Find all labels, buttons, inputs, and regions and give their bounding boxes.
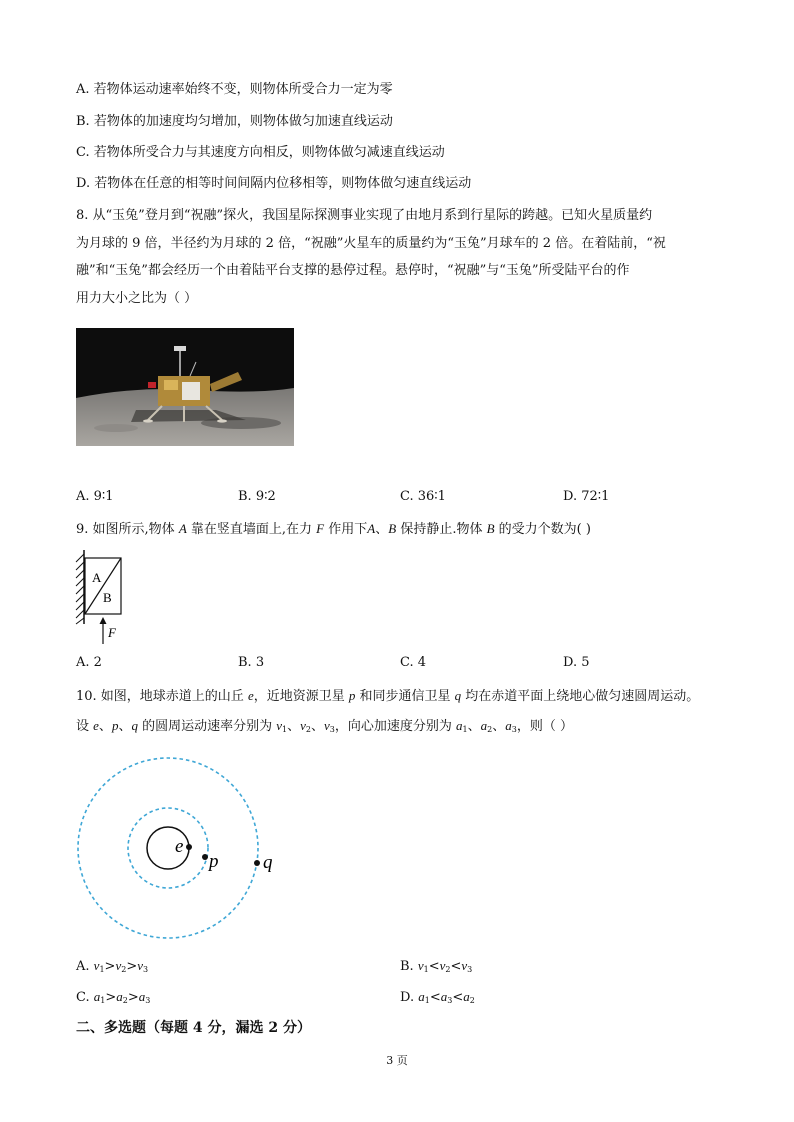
block-b-label: B bbox=[103, 590, 112, 605]
point-q bbox=[254, 860, 260, 866]
q10-option-b-var-3: v bbox=[461, 958, 468, 973]
arrow-head-icon bbox=[100, 617, 107, 624]
q10-var-a3: a bbox=[505, 718, 512, 733]
q10-var-p-2: p bbox=[111, 718, 119, 733]
q10-option-d bbox=[400, 987, 475, 1011]
q10-option-c-op-1: > bbox=[105, 990, 117, 1005]
q10-sep-4: 、 bbox=[492, 719, 506, 734]
q8-option-d: D. 72∶1 bbox=[563, 489, 610, 504]
q10-sub-5: 2 bbox=[487, 725, 493, 734]
q10-option-d-sub-2: 3 bbox=[447, 996, 453, 1005]
q10-option-c-op-2: > bbox=[127, 990, 139, 1005]
q10-sub-4: 1 bbox=[462, 725, 468, 734]
q8-stem bbox=[76, 202, 728, 312]
q9-stem-text-2: 靠在竖直墙面上,在力 bbox=[186, 522, 317, 537]
q10-option-a-var-3: v bbox=[137, 958, 143, 973]
q10-option-c-sub-3: 3 bbox=[145, 996, 151, 1005]
q10-option-a-sub-2: 2 bbox=[121, 965, 127, 974]
q10-option-b-prefix: B. bbox=[400, 959, 418, 974]
block-diagonal bbox=[85, 558, 121, 614]
q7-option-d: D. 若物体在任意的相等时间间隔内位移相等，则物体做匀速直线运动 bbox=[76, 176, 472, 191]
force-f-label: F bbox=[108, 625, 116, 640]
q9-option-d: D. 5 bbox=[563, 655, 590, 670]
block-a-label: A bbox=[92, 570, 102, 585]
q10-stem-line-1 bbox=[76, 686, 699, 707]
q10-option-d-var-3: a bbox=[463, 989, 470, 1004]
q10-text-9: ，向心加速度分别为 bbox=[334, 719, 457, 734]
q10-var-q: q bbox=[454, 688, 462, 703]
q10-option-a-op-1: > bbox=[104, 959, 116, 974]
q8-option-c: C. 36∶1 bbox=[400, 489, 446, 504]
q10-option-b-op-1: < bbox=[428, 959, 440, 974]
q10-option-b-sub-1: 1 bbox=[423, 965, 429, 974]
q10-var-v3: v bbox=[324, 718, 330, 733]
q10-option-a bbox=[76, 956, 148, 980]
q10-text-4: 均在赤道平面上绕地心做匀速圆周运动。 bbox=[461, 689, 700, 704]
q9-option-c: C. 4 bbox=[400, 655, 427, 670]
q10-var-v2: v bbox=[300, 718, 306, 733]
q10-option-c-var-1: a bbox=[93, 989, 101, 1004]
q9-stem-text-3: 作用下 bbox=[324, 522, 368, 537]
near-earth-orbit bbox=[128, 808, 208, 888]
q9-stem-text-1: 9. 如图所示,物体 bbox=[76, 522, 179, 537]
q9-figure bbox=[70, 548, 140, 652]
orbit-diagram bbox=[76, 755, 296, 945]
wall-hatching bbox=[76, 554, 84, 624]
q10-orbit-figure bbox=[76, 755, 296, 949]
q9-var-f: F bbox=[316, 521, 325, 536]
q9-option-b: B. 3 bbox=[238, 655, 265, 670]
page-number: 3 页 bbox=[386, 1054, 408, 1067]
q9-stem-text-4: 、 bbox=[375, 522, 389, 537]
q10-sub-2: 2 bbox=[305, 725, 311, 734]
q7-option-a: A. 若物体运动速率始终不变，则物体所受合力一定为零 bbox=[76, 82, 393, 97]
synchronous-orbit bbox=[78, 758, 258, 938]
q10-option-b-var-1: v bbox=[417, 958, 424, 973]
q10-text-3: 和同步通信卫星 bbox=[355, 689, 455, 704]
q10-sep-2: 、 bbox=[310, 719, 324, 734]
wall-block-diagram bbox=[70, 548, 140, 648]
q8-stem-line-4: 用力大小之比为（ ） bbox=[76, 290, 198, 306]
q9-stem-text-5: 保持静止.物体 bbox=[396, 522, 487, 537]
q10-text-1: 10. 如图，地球赤道上的山丘 bbox=[76, 689, 248, 704]
q10-var-e-2: e bbox=[93, 718, 99, 733]
q8-stem-line-1: 8. 从“玉兔”登月到“祝融”探火，我国星际探测事业实现了由地月系到行星际的跨越。已知火星质量约 bbox=[76, 208, 653, 223]
q10-sep-3: 、 bbox=[467, 719, 481, 734]
q10-option-b-var-2: v bbox=[439, 958, 446, 973]
q10-sub-1: 1 bbox=[282, 725, 288, 734]
label-q: q bbox=[263, 852, 273, 873]
q10-text-2: ，近地资源卫星 bbox=[253, 689, 349, 704]
q10-option-b bbox=[400, 956, 472, 980]
q10-var-v1: v bbox=[276, 718, 282, 733]
q9-option-a: A. 2 bbox=[76, 655, 102, 670]
q10-option-a-var-1: v bbox=[93, 958, 100, 973]
q10-stem-line-2 bbox=[76, 716, 573, 740]
q10-var-p: p bbox=[348, 688, 356, 703]
q10-option-c-sub-2: 2 bbox=[122, 996, 128, 1005]
q10-option-b-sub-2: 2 bbox=[445, 965, 451, 974]
q9-var-a-2: A bbox=[367, 521, 376, 536]
q10-option-a-var-2: v bbox=[115, 958, 122, 973]
q8-stem-line-3: 融”和“玉兔”都会经历一个由着陆平台支撑的悬停过程。悬停时，“祝融”与“玉兔”所受陆平台的作 bbox=[76, 263, 630, 278]
q10-option-c-prefix: C. bbox=[76, 990, 94, 1005]
q10-option-d-prefix: D. bbox=[400, 990, 419, 1005]
section-heading: 二、多选题（每题 4 分，漏选 2 分） bbox=[76, 1020, 311, 1036]
q8-stem-line-2: 为月球的 9 倍，半径约为月球的 2 倍，“祝融”火星车的质量约为“玉兔”月球车的 2 倍。在着陆前，“祝 bbox=[76, 235, 666, 251]
lunar-lander-illustration bbox=[76, 328, 294, 446]
q9-stem bbox=[76, 519, 591, 540]
lunar-lander-photo bbox=[76, 328, 294, 446]
q10-option-d-sub-1: 1 bbox=[424, 996, 430, 1005]
q10-var-a1: a bbox=[456, 718, 463, 733]
point-e bbox=[186, 844, 192, 850]
q10-option-c-var-2: a bbox=[116, 989, 123, 1004]
label-p: p bbox=[209, 851, 219, 872]
q10-option-c bbox=[76, 987, 150, 1011]
q10-option-b-sub-3: 3 bbox=[467, 965, 473, 974]
q10-option-d-var-1: a bbox=[418, 989, 425, 1004]
q10-option-a-prefix: A. bbox=[76, 959, 94, 974]
q10-var-e: e bbox=[247, 688, 254, 703]
q10-sub-3: 3 bbox=[329, 725, 335, 734]
q10-sub-6: 3 bbox=[511, 725, 517, 734]
q9-var-b: B bbox=[388, 521, 397, 536]
q10-option-c-sub-1: 1 bbox=[100, 996, 106, 1005]
q9-var-b-2: B bbox=[486, 521, 495, 536]
q10-sep-1: 、 bbox=[287, 719, 301, 734]
q10-option-d-op-1: < bbox=[429, 990, 441, 1005]
q10-option-d-sub-3: 2 bbox=[469, 996, 475, 1005]
q8-option-a: A. 9∶1 bbox=[76, 489, 114, 504]
q10-option-d-op-2: < bbox=[452, 990, 464, 1005]
q10-var-a2: a bbox=[480, 718, 488, 733]
q10-option-a-sub-3: 3 bbox=[143, 965, 149, 974]
q7-option-c: C. 若物体所受合力与其速度方向相反，则物体做匀减速直线运动 bbox=[76, 145, 445, 160]
point-p bbox=[202, 854, 208, 860]
q10-text-7: 、 bbox=[118, 719, 132, 734]
q9-stem-text-6: 的受力个数为( ) bbox=[494, 522, 591, 537]
q10-text-5: 设 bbox=[76, 719, 94, 734]
q10-text-10: ，则（ ） bbox=[516, 719, 573, 734]
q7-option-b: B. 若物体的加速度均匀增加，则物体做匀加速直线运动 bbox=[76, 114, 393, 129]
q10-option-b-op-2: < bbox=[450, 959, 462, 974]
q10-option-a-sub-1: 1 bbox=[99, 965, 105, 974]
q10-option-a-op-2: > bbox=[126, 959, 138, 974]
q10-text-8: 的圆周运动速率分别为 bbox=[137, 719, 277, 734]
label-e: e bbox=[175, 836, 184, 857]
q8-option-b: B. 9∶2 bbox=[238, 489, 276, 504]
q10-text-6: 、 bbox=[98, 719, 112, 734]
q10-option-d-var-2: a bbox=[440, 989, 448, 1004]
q10-option-c-var-3: a bbox=[138, 989, 146, 1004]
q9-var-a: A bbox=[178, 521, 187, 536]
q10-var-q-2: q bbox=[131, 718, 138, 733]
